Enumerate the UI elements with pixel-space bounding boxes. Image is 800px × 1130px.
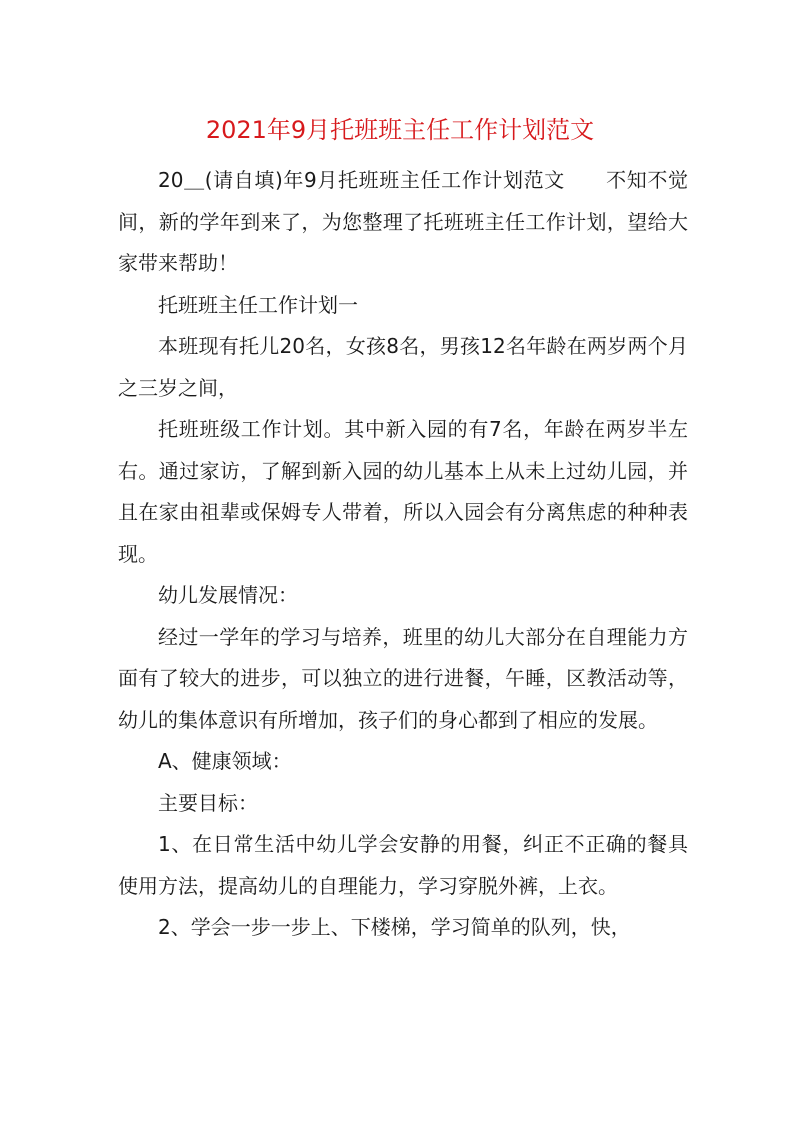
- document-title: 2021年9月托班班主任工作计划范文: [205, 116, 595, 144]
- document-body: [118, 160, 688, 949]
- paragraph-new-children: 托班班级工作计划。其中新入园的有7名，年龄在两岁半左右。通过家访，了解到新入园的幼儿基本上从未上过幼儿园，并且在家由祖辈或保姆专人带着，所以入园会有分离焦虑的种种表现。: [118, 417, 688, 566]
- paragraph-goal-2: 2、学会一步一步上、下楼梯，学习简单的队列，快，: [158, 915, 631, 939]
- paragraph-intro: 20＿(请自填)年9月托班班主任工作计划范文 不知不觉间，新的学年到来了，为您整理了托班班主任工作计划，望给大家带来帮助！: [118, 168, 688, 275]
- paragraph-heading-health: A、健康领域：: [158, 749, 292, 773]
- paragraph-class-size: 本班现有托儿20名，女孩8名，男孩12名年龄在两岁两个月之三岁之间，: [118, 334, 688, 400]
- paragraph-heading-development: 幼儿发展情况：: [158, 583, 298, 607]
- paragraph-goal-1: 1、在日常生活中幼儿学会安静的用餐，纠正不正确的餐具使用方法，提高幼儿的自理能力，学习穿脱外裤，上衣。: [118, 832, 688, 898]
- paragraph-development: 经过一学年的学习与培养，班里的幼儿大部分在自理能力方面有了较大的进步，可以独立的进行进餐，午睡，区教活动等，幼儿的集体意识有所增加，孩子们的身心都到了相应的发展。: [118, 624, 688, 732]
- paragraph-heading-goals: 主要目标：: [158, 790, 258, 815]
- paragraph-heading-plan-one: 托班班主任工作计划一: [158, 292, 358, 317]
